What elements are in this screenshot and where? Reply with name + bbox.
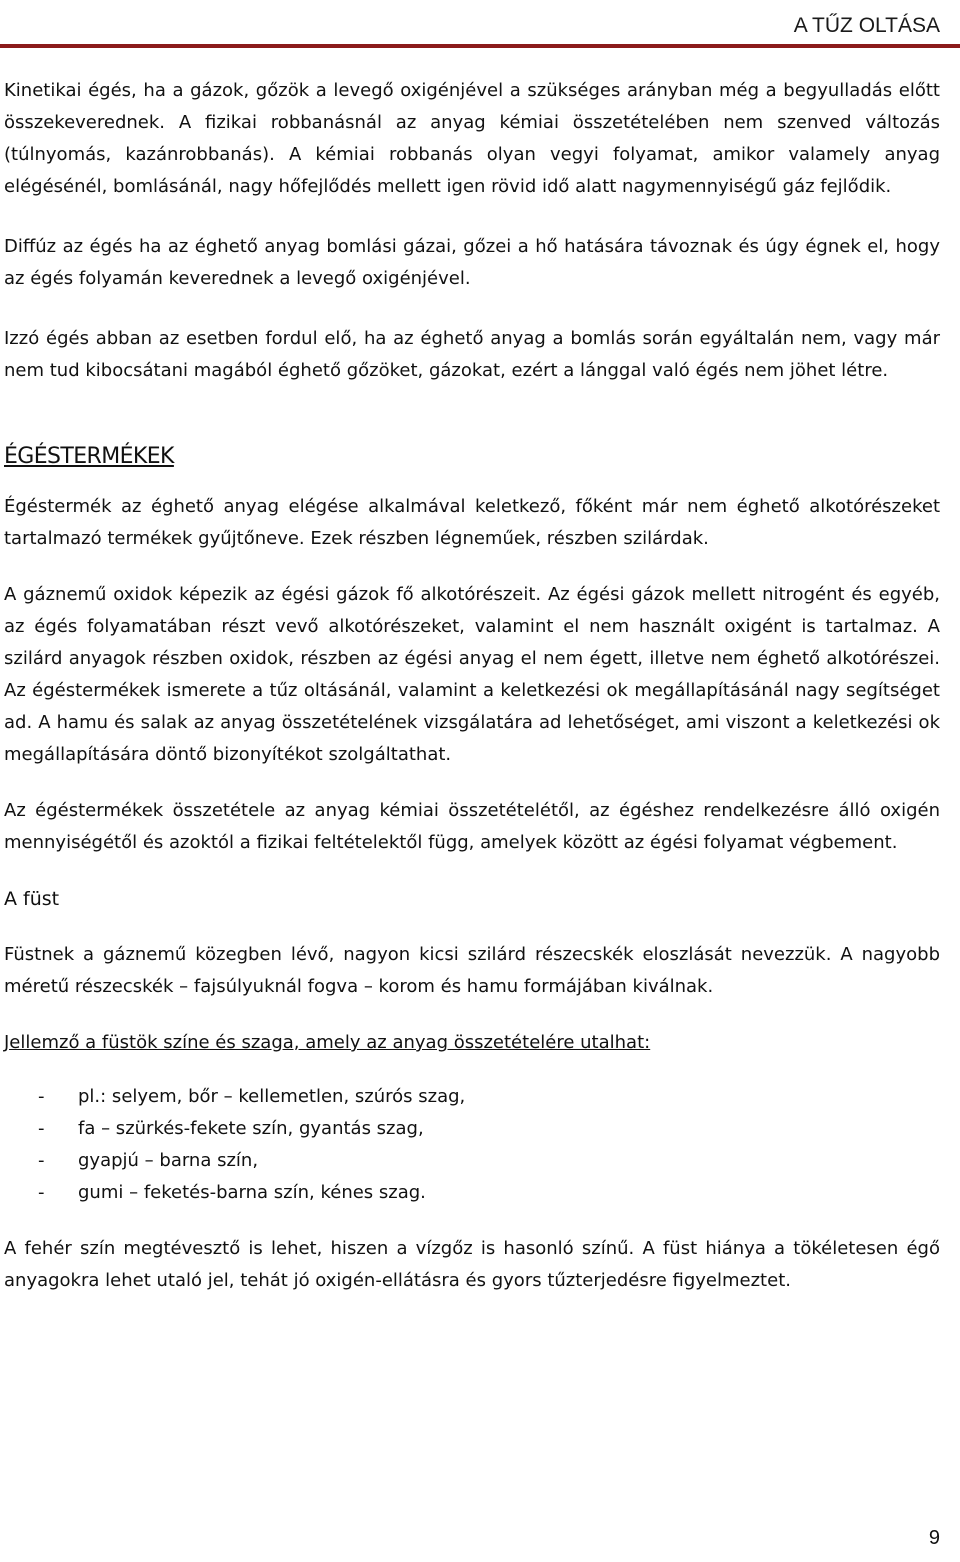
paragraph-products-definition: Égéstermék az éghető anyag elégése alkalmával keletkező, főként már nem éghető alkotórészeket tartalmazó termékek gyűjtőneve. Ezek részben légneműek, részben szilárdak.: [4, 496, 940, 549]
list-item-text: gyapjú – barna szín,: [78, 1150, 259, 1171]
list-dash: -: [38, 1118, 45, 1139]
section-heading-combustion-products: ÉGÉSTERMÉKEK: [4, 444, 174, 469]
paragraph-white-smoke: A fehér szín megtévesztő is lehet, hiszen a vízgőz is hasonló színű. A füst hiánya a tökéletesen égő anyagokra lehet utaló jel, tehát jó oxigén-ellátásra és gyors tűzterjedésre figyelmeztet.: [4, 1238, 940, 1291]
list-intro: Jellemző a füstök színe és szaga, amely az anyag összetételére utalhat:: [4, 1032, 651, 1053]
page-number: 9: [928, 1527, 940, 1549]
list-dash: -: [38, 1086, 45, 1107]
paragraph-oxides: A gáznemű oxidok képezik az égési gázok fő alkotórészeit. Az égési gázok mellett nitrogént és egyéb, az égés folyamatában részt vevő alkotórészeket, valamint el nem használt oxigént is tartalmaz. A szilárd anyagok részben oxidok, részben az égési anyag el nem égett, illetve nem éghető alkotórészei. Az égéstermékek ismerete a tűz oltásánál, valamint a keletkezési ok megállapításánál nagy segítséget ad. A hamu és salak az anyag összetételének vizsgálatára ad lehetőséget, ami viszont a keletkezési ok megállapítására döntő bizonyítékot szolgáltathat.: [4, 584, 940, 765]
list-item: [4, 1081, 940, 1113]
paragraph-glowing-combustion: Izzó égés abban az esetben fordul elő, ha az éghető anyag a bomlás során egyáltalán nem, vagy már nem tud kibocsátani magából éghető gőzöket, gázokat, ezért a lánggal való égés nem jöhet létre.: [4, 328, 940, 381]
subheading-smoke: A füst: [4, 888, 60, 910]
smoke-characteristics-list: [4, 1081, 940, 1209]
page-body: [4, 75, 940, 1297]
paragraph-smoke-definition: Füstnek a gáznemű közegben lévő, nagyon kicsi szilárd részecskék eloszlását nevezzük. A nagyobb méretű részecskék – fajsúlyuknál fogva – korom és hamu formájában kiválnak.: [4, 944, 940, 997]
running-header-title: A TŰZ OLTÁSA: [793, 14, 940, 37]
list-item-text: gumi – feketés-barna szín, kénes szag.: [78, 1182, 426, 1203]
list-dash: -: [38, 1150, 45, 1171]
paragraph-composition: Az égéstermékek összetétele az anyag kémiai összetételétől, az égéshez rendelkezésre álló oxigén mennyiségétől és azoktól a fizikai feltételektől függ, amelyek között az égési folyamat végbement.: [4, 800, 940, 853]
list-item: [4, 1113, 940, 1145]
header-rule: [0, 44, 960, 48]
paragraph-kinetic-combustion: Kinetikai égés, ha a gázok, gőzök a levegő oxigénjével a szükséges arányban még a begyulladás előtt összekeverednek. A fizikai robbanásnál az anyag kémiai összetételében nem szenved változás (túlnyomás, kazánrobbanás). A kémiai robbanás olyan vegyi folyamat, amikor valamely anyag elégésénél, bomlásánál, nagy hőfejlődés mellett igen rövid idő alatt nagymennyiségű gáz fejlődik.: [4, 80, 940, 197]
list-item-text: fa – szürkés-fekete szín, gyantás szag,: [78, 1118, 424, 1139]
paragraph-diffuse-combustion: Diffúz az égés ha az éghető anyag bomlási gázai, gőzei a hő hatására távoznak és úgy égnek el, hogy az égés folyamán keverednek a levegő oxigénjével.: [4, 236, 940, 289]
list-dash: -: [38, 1182, 45, 1203]
list-item: [4, 1177, 940, 1209]
list-item-text: pl.: selyem, bőr – kellemetlen, szúrós szag,: [78, 1086, 466, 1107]
list-item: [4, 1145, 940, 1177]
